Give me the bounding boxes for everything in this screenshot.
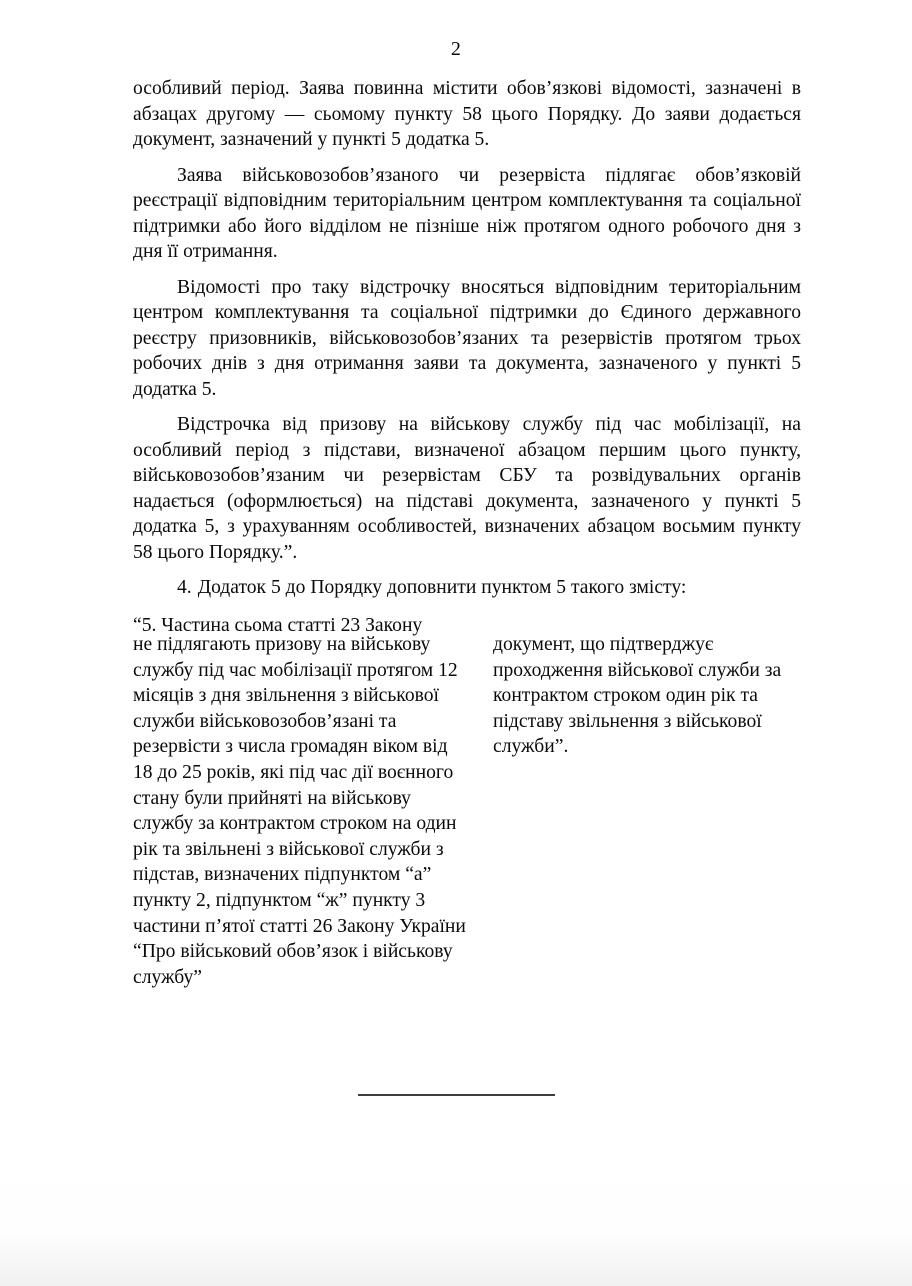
page-edge-shadow <box>0 1166 912 1286</box>
clause-text: Додаток 5 до Порядку доповнити пунктом 5 такого змісту: <box>197 577 687 598</box>
clause-item-4 <box>133 575 801 601</box>
paragraph-registration: Заява військовозобов’язаного чи резервіста підлягає обов’язковій реєстрації відповідним територіальним центром комплектування та соціальної підтримки або його відділом не пізніше ніж протягом одного робочого дня з дня її отримання. <box>133 164 801 262</box>
document-body <box>133 76 801 650</box>
appendix-column-right <box>493 632 823 760</box>
appendix-column-left <box>133 632 470 990</box>
paragraph-registry-entry: Відомості про таку відстрочку вносяться відповідним територіальним центром комплектування та соціальної підтримки до Єдиного державного реєстру призовників, військовозобов’язаних та резервістів протягом трьох робочих днів з дня отримання заяви та документа, зазначеного у пункті 5 додатка 5. <box>133 276 801 400</box>
appendix-right-text: документ, що підтверджує проходження військової служби за контрактом строком один рік та підставу звільнення з військової служби”. <box>493 634 782 758</box>
footer-separator <box>0 1086 912 1104</box>
appendix-left-text: не підлягають призову на військову службу під час мобілізації протягом 12 місяців з дня звільнення з військової служби військовозобов’язані та резервісти з числа громадян віком від 18 до 25 років, які під час дії воєнного стану були прийняті на військову службу за контрактом строком на один рік та звільнені з військової служби з підстав, визначених підпунктом “а” пункту 2, підпунктом “ж” пункту 3 частини п’ятої статті 26 Закону України “Про військовий обов’язок і військову службу” <box>133 634 466 988</box>
paragraph-deferment: Відстрочка від призову на військову службу під час мобілізації, на особливий період з підстави, визначеної абзацом першим цього пункту, військовозобов’язаним чи резервістам СБУ та розвідувальних органів надається (оформлюється) на підставі документа, зазначеного у пункті 5 додатка 5, з урахуванням особливостей, визначених абзацом восьмим пункту 58 цього Порядку.”. <box>133 414 801 563</box>
appendix-two-column-block <box>133 632 823 990</box>
paragraph-continuation: особливий період. Заява повинна містити обов’язкові відомості, зазначені в абзацах другому — сьомому пункту 58 цього Порядку. До заяви додається документ, зазначений у пункті 5 додатка 5. <box>133 78 801 150</box>
horizontal-rule-icon <box>358 1094 555 1096</box>
appendix-quote-heading: “5. Частина сьома статті 23 Закону <box>133 614 423 636</box>
page-number: 2 <box>450 38 462 60</box>
clause-number: 4. <box>177 577 192 598</box>
